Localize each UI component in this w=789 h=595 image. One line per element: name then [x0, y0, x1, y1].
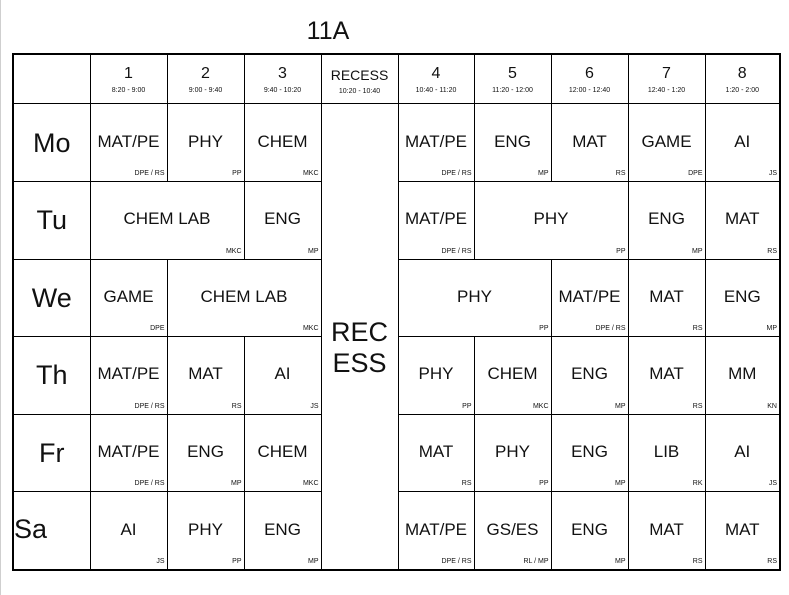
day-label-cell: [13, 414, 90, 492]
lesson-cell: [244, 104, 321, 182]
teacher-label: PP: [232, 558, 242, 565]
subject-label: ENG: [571, 519, 608, 539]
subject-label: MAT: [418, 442, 454, 462]
teacher-label: MP: [308, 247, 319, 255]
teacher-label: DPE / RS: [134, 402, 165, 410]
teacher-label: DPE / RS: [441, 558, 472, 565]
subject-label: GS/ES: [486, 519, 539, 539]
subject-label: PHY: [457, 286, 492, 306]
subject-label: ENG: [187, 442, 224, 462]
recess-text-line-1: REC: [330, 316, 388, 347]
period-number: 2: [201, 65, 210, 83]
subject-label: MAT: [724, 209, 760, 229]
period-header-recess: [321, 54, 398, 104]
period-header-7: [628, 54, 705, 104]
period-time: 12:40 - 1:20: [647, 87, 686, 95]
subject-label: MM: [728, 364, 757, 384]
lesson-cell: [167, 104, 244, 182]
recess-cell: [321, 104, 398, 570]
teacher-label: RS: [767, 558, 777, 565]
period-time: 9:00 - 9:40: [188, 87, 223, 95]
lesson-cell: [167, 414, 244, 492]
subject-label: CHEM LAB: [200, 286, 288, 306]
teacher-label: RL / MP: [523, 558, 549, 565]
day-label: Fr: [39, 438, 65, 469]
lesson-cell: [90, 259, 167, 337]
period-number: 8: [737, 65, 747, 83]
subject-label: PHY: [418, 364, 454, 384]
teacher-label: MP: [231, 480, 242, 488]
lesson-cell: [705, 181, 780, 259]
teacher-label: JS: [768, 169, 777, 177]
teacher-label: MP: [692, 247, 703, 255]
subject-label: MAT/PE: [97, 442, 160, 462]
lesson-cell: [551, 104, 628, 182]
day-label-cell: [13, 259, 90, 337]
subject-label: MAT: [572, 131, 607, 151]
day-label: Tu: [36, 205, 67, 236]
teacher-label: MKC: [532, 402, 549, 410]
teacher-label: PP: [462, 402, 472, 410]
teacher-label: MP: [615, 480, 626, 488]
lesson-cell: [90, 492, 167, 570]
period-header-1: [90, 54, 167, 104]
lesson-cell: [474, 414, 551, 492]
header-row: [13, 54, 780, 104]
teacher-label: RS: [461, 480, 472, 488]
lesson-cell: [244, 492, 321, 570]
teacher-label: MKC: [302, 480, 319, 488]
teacher-label: JS: [310, 402, 319, 410]
subject-label: CHEM LAB: [123, 209, 211, 229]
page-edge-rule: [0, 0, 1, 595]
lesson-cell: [474, 104, 551, 182]
teacher-label: MP: [766, 325, 777, 333]
lesson-cell: [628, 414, 705, 492]
recess-text-line-2: ESS: [332, 347, 387, 378]
teacher-label: JS: [768, 480, 777, 488]
lesson-cell: [244, 337, 321, 415]
subject-label: ENG: [571, 364, 608, 384]
period-header-3: [244, 54, 321, 104]
teacher-label: DPE / RS: [441, 247, 472, 255]
period-header-5: [474, 54, 551, 104]
subject-label: ENG: [264, 209, 301, 229]
subject-label: CHEM: [257, 131, 308, 151]
lesson-cell: [474, 492, 551, 570]
subject-label: MAT/PE: [558, 286, 621, 306]
period-number: 4: [431, 65, 441, 83]
lesson-cell: [705, 414, 780, 492]
lesson-cell: [90, 181, 244, 259]
lesson-cell: [474, 337, 551, 415]
lesson-cell: [551, 492, 628, 570]
teacher-label: RS: [767, 247, 777, 255]
day-label: Sa: [14, 514, 48, 545]
period-time: 10:20 - 10:40: [338, 87, 381, 95]
lesson-cell: [398, 414, 474, 492]
teacher-label: MP: [615, 402, 626, 410]
subject-label: ENG: [571, 442, 608, 462]
lesson-cell: [90, 337, 167, 415]
subject-label: AI: [734, 442, 751, 462]
teacher-label: RS: [692, 558, 703, 565]
subject-label: ENG: [723, 286, 761, 306]
lesson-cell: [551, 337, 628, 415]
teacher-label: MKC: [302, 169, 319, 177]
lesson-cell: [628, 492, 705, 570]
period-number: 1: [124, 65, 133, 83]
teacher-label: PP: [539, 480, 549, 488]
lesson-cell: [628, 181, 705, 259]
day-label: Mo: [32, 127, 71, 158]
period-time: 12:00 - 12:40: [568, 87, 611, 95]
teacher-label: MKC: [302, 325, 319, 333]
subject-label: PHY: [533, 209, 569, 229]
day-label: Th: [35, 360, 68, 391]
lesson-cell: [705, 259, 780, 337]
lesson-cell: [551, 414, 628, 492]
lesson-cell: [90, 414, 167, 492]
day-label-cell: [13, 181, 90, 259]
subject-label: MAT: [724, 519, 760, 539]
subject-label: MAT: [649, 519, 684, 539]
subject-label: MAT: [649, 364, 684, 384]
teacher-label: MP: [308, 558, 319, 565]
subject-label: CHEM: [257, 442, 308, 462]
day-row-mo: [13, 104, 780, 182]
lesson-cell: [398, 104, 474, 182]
lesson-cell: [167, 337, 244, 415]
lesson-cell: [628, 337, 705, 415]
timetable: [12, 53, 781, 571]
day-label-cell: [13, 337, 90, 415]
teacher-label: DPE / RS: [441, 169, 472, 177]
teacher-label: RS: [231, 402, 242, 410]
teacher-label: RS: [615, 169, 626, 177]
subject-label: ENG: [648, 209, 685, 229]
teacher-label: KN: [767, 402, 777, 410]
teacher-label: PP: [616, 247, 626, 255]
lesson-cell: [628, 104, 705, 182]
timetable-title: 11A: [306, 17, 350, 45]
subject-label: MAT/PE: [404, 519, 468, 539]
teacher-label: DPE / RS: [595, 325, 626, 333]
lesson-cell: [628, 259, 705, 337]
lesson-cell: [705, 104, 780, 182]
period-time: 11:20 - 12:00: [492, 87, 533, 95]
subject-label: MAT/PE: [97, 364, 160, 384]
subject-label: PHY: [188, 519, 223, 539]
period-number: 7: [662, 65, 671, 83]
teacher-label: PP: [232, 169, 242, 177]
teacher-label: DPE / RS: [134, 480, 165, 488]
subject-label: AI: [274, 364, 291, 384]
subject-label: PHY: [188, 131, 223, 151]
period-number: RECESS: [330, 66, 389, 83]
teacher-label: DPE: [150, 325, 165, 333]
lesson-cell: [244, 181, 321, 259]
subject-label: MAT: [188, 364, 223, 384]
period-number: 3: [278, 65, 287, 83]
teacher-label: DPE / RS: [134, 169, 165, 177]
lesson-cell: [705, 337, 780, 415]
teacher-label: PP: [539, 325, 549, 333]
lesson-cell: [167, 492, 244, 570]
period-header-6: [551, 54, 628, 104]
subject-label: GAME: [641, 131, 692, 151]
period-time: 8:20 - 9:00: [111, 87, 146, 95]
teacher-label: DPE: [688, 169, 703, 177]
period-number: 5: [508, 65, 517, 83]
teacher-label: RK: [692, 480, 703, 488]
period-time: 9:40 - 10:20: [263, 87, 302, 95]
day-label-cell: [13, 492, 90, 570]
subject-label: MAT: [649, 286, 684, 306]
lesson-cell: [167, 259, 321, 337]
subject-label: MAT/PE: [97, 131, 160, 151]
teacher-label: JS: [156, 558, 165, 565]
lesson-cell: [551, 259, 628, 337]
lesson-cell: [398, 259, 551, 337]
lesson-cell: [398, 337, 474, 415]
subject-label: CHEM: [487, 364, 538, 384]
subject-label: ENG: [264, 519, 301, 539]
lesson-cell: [474, 181, 628, 259]
teacher-label: MP: [615, 558, 626, 565]
subject-label: MAT/PE: [404, 209, 468, 229]
subject-label: ENG: [494, 131, 531, 151]
subject-label: MAT/PE: [404, 131, 468, 151]
lesson-cell: [398, 492, 474, 570]
lesson-cell: [244, 414, 321, 492]
period-header-8: [705, 54, 780, 104]
teacher-label: RS: [692, 402, 703, 410]
lesson-cell: [398, 181, 474, 259]
subject-label: GAME: [103, 286, 154, 306]
subject-label: LIB: [653, 442, 680, 462]
subject-label: AI: [120, 519, 137, 539]
day-label-cell: [13, 104, 90, 182]
period-time: 1:20 - 2:00: [725, 87, 759, 95]
subject-label: AI: [734, 131, 751, 151]
teacher-label: RS: [692, 325, 703, 333]
lesson-cell: [705, 492, 780, 570]
lesson-cell: [90, 104, 167, 182]
period-time: 10:40 - 11:20: [415, 87, 457, 95]
period-header-4: [398, 54, 474, 104]
corner-cell: [13, 54, 90, 104]
day-label: We: [31, 282, 72, 313]
subject-label: PHY: [495, 442, 530, 462]
teacher-label: MP: [538, 169, 549, 177]
period-header-2: [167, 54, 244, 104]
teacher-label: MKC: [225, 247, 242, 255]
period-number: 6: [585, 65, 594, 83]
